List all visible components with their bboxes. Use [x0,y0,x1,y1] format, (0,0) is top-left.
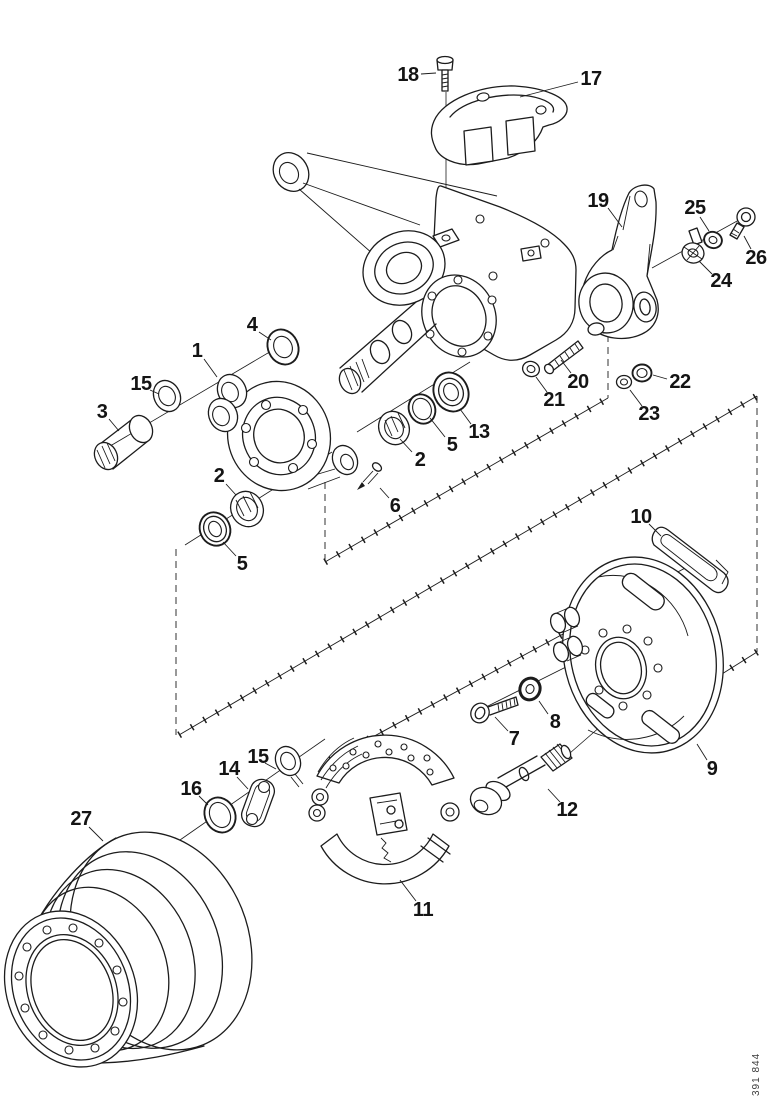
callout-label-2: 2 [213,465,225,487]
callout-label-15: 15 [247,746,269,768]
callout-label-1: 1 [191,340,203,362]
callout-leader-line [380,488,389,498]
part-15-ring-upper-drawing [148,376,185,416]
callout-label-5: 5 [236,553,248,575]
part-1-hub-carrier-drawing [203,367,362,505]
callout-label-20: 20 [567,371,589,393]
callout-label-9: 9 [706,758,718,780]
part-21-nut-drawing [520,359,541,379]
part-7-bolt-drawing [468,697,518,726]
part-5-seal-upper-drawing [194,507,236,550]
boundary-hatched-line [325,398,608,562]
callout-label-21: 21 [543,389,565,411]
callout-label-2: 2 [414,449,426,471]
part-6-pin-drawing [357,461,383,490]
callout-label-26: 26 [745,247,767,269]
callout-label-3: 3 [96,401,108,423]
callout-label-15: 15 [130,373,152,395]
part-26-bolt-drawing [730,208,755,239]
callout-label-22: 22 [669,371,691,393]
callout-leader-line [495,717,508,731]
callout-leader-line [223,542,236,556]
callout-label-5: 5 [446,434,458,456]
callout-label-16: 16 [180,778,202,800]
part-17-bracket-drawing [431,86,567,165]
part-27-brake-drum-drawing [0,805,284,1088]
callout-label-25: 25 [684,197,706,219]
callout-leader-line [421,73,436,74]
callout-label-24: 24 [710,270,732,292]
callout-label-27: 27 [70,808,92,830]
callout-leader-line [700,217,709,231]
callout-layer [70,64,767,921]
part-2-bearing-upper-drawing [225,486,269,532]
callout-label-11: 11 [412,899,434,921]
callout-leader-line [109,419,119,431]
callout-leader-line [400,880,416,901]
part-22-nut-drawing [633,365,652,382]
part-11-brake-shoes-drawing [309,735,459,884]
callout-label-7: 7 [508,728,520,750]
callout-label-18: 18 [397,64,419,86]
callout-label-23: 23 [638,403,660,425]
callout-label-19: 19 [587,190,609,212]
part-25-washer-drawing [702,229,724,250]
callout-label-12: 12 [556,799,578,821]
callout-label-14: 14 [218,758,240,780]
callout-leader-line [539,701,548,714]
part-24-lock-pin-drawing [680,228,706,266]
callout-label-13: 13 [468,421,490,443]
callout-leader-line [204,359,217,377]
callout-leader-line [697,744,707,760]
part-axle-housing-drawing [266,146,576,397]
figure-number: 391 844 [751,1052,762,1096]
part-18-bolt-drawing [437,57,453,92]
callout-leader-line [653,375,667,379]
callout-leader-line [400,439,412,452]
part-4-ring-drawing [262,324,304,369]
part-14-link-drawing [239,776,278,829]
part-16-ring-drawing [199,792,241,837]
callout-leader-line [226,484,236,495]
callout-label-4: 4 [246,314,258,336]
callout-label-10: 10 [630,506,652,528]
callout-leader-line [430,418,445,437]
part-8-washer-drawing [517,675,543,703]
part-23-washer-drawing [617,376,632,389]
callout-label-8: 8 [549,711,561,733]
callout-label-6: 6 [389,495,401,517]
callout-label-17: 17 [580,68,602,90]
part-15-ring-lower-drawing [271,742,305,787]
